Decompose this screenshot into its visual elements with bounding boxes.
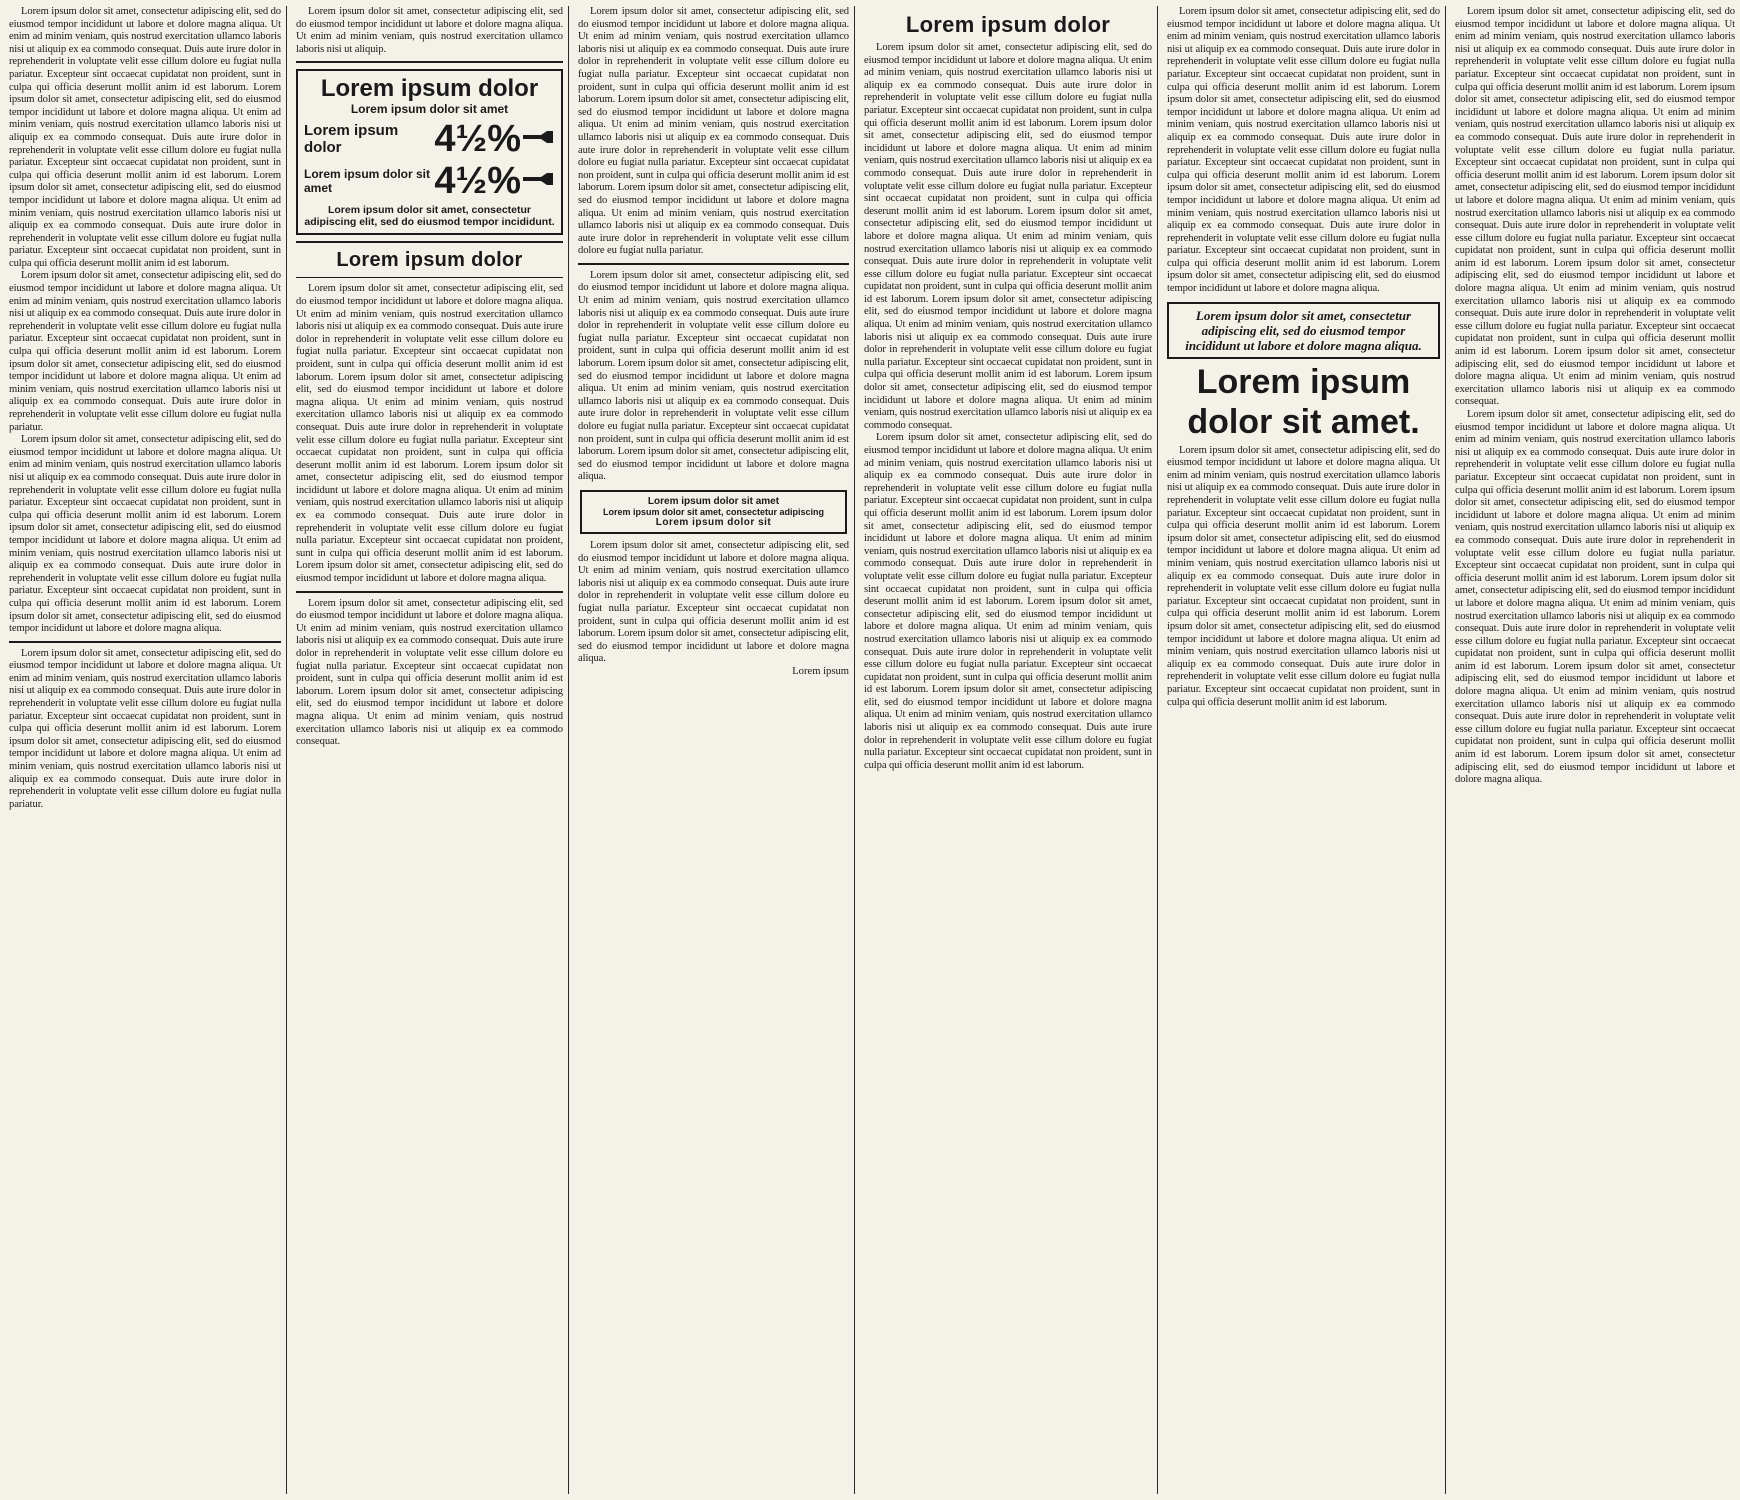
pointing-hand-icon bbox=[521, 169, 555, 194]
column-6 bbox=[1450, 6, 1740, 1494]
column-2-divider-mid bbox=[296, 241, 563, 243]
column-2-divider-top bbox=[296, 61, 563, 63]
column-6-text-a: Lorem ipsum dolor sit amet, consectetur adipiscing elit, sed do eiusmod tempor incididunt ut labore et dolore magna aliqua. Ut enim ad minim veniam, quis nostrud exercitation ullamco laboris nisi ut aliquip ex ea commodo consequat. Duis aute irure dolor in reprehenderit in voluptate velit esse cillum dolore eu fugiat nulla pariatur. Excepteur sint occaecat cupidatat non proident, sunt in culpa qui officia deserunt mollit anim id est laborum. Lorem ipsum dolor sit amet, consectetur adipiscing elit, sed do eiusmod tempor incididunt ut labore et dolore magna aliqua. Ut enim ad minim veniam, quis nostrud exercitation ullamco laboris nisi ut aliquip ex ea commodo consequat. Duis aute irure dolor in reprehenderit in voluptate velit esse cillum dolore eu fugiat nulla pariatur. Excepteur sint occaecat cupidatat non proident, sunt in culpa qui officia deserunt mollit anim id est laborum. Lorem ipsum dolor sit amet, consectetur adipiscing elit, sed do eiusmod tempor incididunt ut labore et dolore magna aliqua. Ut enim ad minim veniam, quis nostrud exercitation ullamco laboris nisi ut aliquip ex ea commodo consequat. Duis aute irure dolor in reprehenderit in voluptate velit esse cillum dolore eu fugiat nulla pariatur. Excepteur sint occaecat cupidatat non proident, sunt in culpa qui officia deserunt mollit anim id est laborum. Lorem ipsum dolor sit amet, consectetur adipiscing elit, sed do eiusmod tempor incididunt ut labore et dolore magna aliqua. Ut enim ad minim veniam, quis nostrud exercitation ullamco laboris nisi ut aliquip ex ea commodo consequat. Duis aute irure dolor in reprehenderit in voluptate velit esse cillum dolore eu fugiat nulla pariatur. Excepteur sint occaecat cupidatat non proident, sunt in culpa qui officia deserunt mollit anim id est laborum. Lorem ipsum dolor sit amet, consectetur adipiscing elit, sed do eiusmod tempor incididunt ut labore et dolore magna aliqua. Ut enim ad minim veniam, quis nostrud exercitation ullamco laboris nisi ut aliquip ex ea commodo consequat. bbox=[1455, 6, 1735, 408]
column-3-text-c: Lorem ipsum dolor sit amet, consectetur adipiscing elit, sed do eiusmod tempor incididunt ut labore et dolore magna aliqua. Ut enim ad minim veniam, quis nostrud exercitation ullamco laboris nisi ut aliquip ex ea commodo consequat. Duis aute irure dolor in reprehenderit in voluptate velit esse cillum dolore eu fugiat nulla pariatur. Excepteur sint occaecat cupidatat non proident, sunt in culpa qui officia deserunt mollit anim id est laborum. Lorem ipsum dolor sit amet, consectetur adipiscing elit, sed do eiusmod tempor incididunt ut labore et dolore magna aliqua. bbox=[578, 539, 849, 665]
column-1-text-b: Lorem ipsum dolor sit amet, consectetur adipiscing elit, sed do eiusmod tempor incididunt ut labore et dolore magna aliqua. Ut enim ad minim veniam, quis nostrud exercitation ullamco laboris nisi ut aliquip ex ea commodo consequat. Duis aute irure dolor in reprehenderit in voluptate velit esse cillum dolore eu fugiat nulla pariatur. Excepteur sint occaecat cupidatat non proident, sunt in culpa qui officia deserunt mollit anim id est laborum. Lorem ipsum dolor sit amet, consectetur adipiscing elit, sed do eiusmod tempor incididunt ut labore et dolore magna aliqua. Ut enim ad minim veniam, quis nostrud exercitation ullamco laboris nisi ut aliquip ex ea commodo consequat. Duis aute irure dolor in reprehenderit in voluptate velit esse cillum dolore eu fugiat nulla pariatur. bbox=[9, 270, 281, 433]
column-4 bbox=[859, 6, 1158, 1494]
savings-bank-ad-title: Lorem ipsum dolor bbox=[320, 75, 539, 103]
column-2-text-b: Lorem ipsum dolor sit amet, consectetur adipiscing elit, sed do eiusmod tempor incididunt ut labore et dolore magna aliqua. Ut enim ad minim veniam, quis nostrud exercitation ullamco laboris nisi ut aliquip ex ea commodo consequat. Duis aute irure dolor in reprehenderit in voluptate velit esse cillum dolore eu fugiat nulla pariatur. Excepteur sint occaecat cupidatat non proident, sunt in culpa qui officia deserunt mollit anim id est laborum. Lorem ipsum dolor sit amet, consectetur adipiscing elit, sed do eiusmod tempor incididunt ut labore et dolore magna aliqua. Ut enim ad minim veniam, quis nostrud exercitation ullamco laboris nisi ut aliquip ex ea commodo consequat. Duis aute irure dolor in reprehenderit in voluptate velit esse cillum dolore eu fugiat nulla pariatur. Excepteur sint occaecat cupidatat non proident, sunt in culpa qui officia deserunt mollit anim id est laborum. Lorem ipsum dolor sit amet, consectetur adipiscing elit, sed do eiusmod tempor incididunt ut labore et dolore magna aliqua. Ut enim ad minim veniam, quis nostrud exercitation ullamco laboris nisi ut aliquip ex ea commodo consequat. Duis aute irure dolor in reprehenderit in voluptate velit esse cillum dolore eu fugiat nulla pariatur. Excepteur sint occaecat cupidatat non proident, sunt in culpa qui officia deserunt mollit anim id est laborum. Lorem ipsum dolor sit amet, consectetur adipiscing elit, sed do eiusmod tempor incididunt ut labore et dolore magna aliqua. bbox=[296, 283, 563, 585]
column-4-text-b: Lorem ipsum dolor sit amet, consectetur adipiscing elit, sed do eiusmod tempor incididunt ut labore et dolore magna aliqua. Ut enim ad minim veniam, quis nostrud exercitation ullamco laboris nisi ut aliquip ex ea commodo consequat. Duis aute irure dolor in reprehenderit in voluptate velit esse cillum dolore eu fugiat nulla pariatur. Excepteur sint occaecat cupidatat non proident, sunt in culpa qui officia deserunt mollit anim id est laborum. Lorem ipsum dolor sit amet, consectetur adipiscing elit, sed do eiusmod tempor incididunt ut labore et dolore magna aliqua. Ut enim ad minim veniam, quis nostrud exercitation ullamco laboris nisi ut aliquip ex ea commodo consequat. Duis aute irure dolor in reprehenderit in voluptate velit esse cillum dolore eu fugiat nulla pariatur. Excepteur sint occaecat cupidatat non proident, sunt in culpa qui officia deserunt mollit anim id est laborum. Lorem ipsum dolor sit amet, consectetur adipiscing elit, sed do eiusmod tempor incididunt ut labore et dolore magna aliqua. Ut enim ad minim veniam, quis nostrud exercitation ullamco laboris nisi ut aliquip ex ea commodo consequat. Duis aute irure dolor in reprehenderit in voluptate velit esse cillum dolore eu fugiat nulla pariatur. Excepteur sint occaecat cupidatat non proident, sunt in culpa qui officia deserunt mollit anim id est laborum. Lorem ipsum dolor sit amet, consectetur adipiscing elit, sed do eiusmod tempor incididunt ut labore et dolore magna aliqua. Ut enim ad minim veniam, quis nostrud exercitation ullamco laboris nisi ut aliquip ex ea commodo consequat. Duis aute irure dolor in reprehenderit in voluptate velit esse cillum dolore eu fugiat nulla pariatur. Excepteur sint occaecat cupidatat non proident, sunt in culpa qui officia deserunt mollit anim id est laborum. bbox=[864, 432, 1152, 771]
column-3 bbox=[573, 6, 855, 1494]
column-1-text-d: Lorem ipsum dolor sit amet, consectetur adipiscing elit, sed do eiusmod tempor incididunt ut labore et dolore magna aliqua. Ut enim ad minim veniam, quis nostrud exercitation ullamco laboris nisi ut aliquip ex ea commodo consequat. Duis aute irure dolor in reprehenderit in voluptate velit esse cillum dolore eu fugiat nulla pariatur. Excepteur sint occaecat cupidatat non proident, sunt in culpa qui officia deserunt mollit anim id est laborum. Lorem ipsum dolor sit amet, consectetur adipiscing elit, sed do eiusmod tempor incididunt ut labore et dolore magna aliqua. Ut enim ad minim veniam, quis nostrud exercitation ullamco laboris nisi ut aliquip ex ea commodo consequat. Duis aute irure dolor in reprehenderit in voluptate velit esse cillum dolore eu fugiat nulla pariatur. bbox=[9, 647, 281, 810]
church-section-title: Lorem ipsum dolor bbox=[905, 12, 1111, 37]
column-1-divider bbox=[9, 641, 281, 643]
column-1 bbox=[4, 6, 287, 1494]
clergy-ad-line-1: Lorem ipsum dolor sit amet bbox=[647, 495, 780, 507]
column-2-divider-bottom bbox=[296, 591, 563, 593]
economy-section-title: Lorem ipsum dolor bbox=[336, 249, 523, 272]
savings-bank-ad-note: Lorem ipsum dolor sit amet, consectetur adipiscing elit, sed do eiusmod tempor incididunt. bbox=[304, 204, 555, 229]
savings-bank-ad-row-2-label: Lorem ipsum dolor sit amet bbox=[304, 167, 431, 196]
savings-bank-ad-row-2-rate: 4½% bbox=[434, 160, 521, 203]
column-2-thin-divider bbox=[296, 277, 563, 278]
clergy-advertisement bbox=[580, 490, 847, 534]
column-6-text-b: Lorem ipsum dolor sit amet, consectetur adipiscing elit, sed do eiusmod tempor incididunt ut labore et dolore magna aliqua. Ut enim ad minim veniam, quis nostrud exercitation ullamco laboris nisi ut aliquip ex ea commodo consequat. Duis aute irure dolor in reprehenderit in voluptate velit esse cillum dolore eu fugiat nulla pariatur. Excepteur sint occaecat cupidatat non proident, sunt in culpa qui officia deserunt mollit anim id est laborum. Lorem ipsum dolor sit amet, consectetur adipiscing elit, sed do eiusmod tempor incididunt ut labore et dolore magna aliqua. Ut enim ad minim veniam, quis nostrud exercitation ullamco laboris nisi ut aliquip ex ea commodo consequat. Duis aute irure dolor in reprehenderit in voluptate velit esse cillum dolore eu fugiat nulla pariatur. Excepteur sint occaecat cupidatat non proident, sunt in culpa qui officia deserunt mollit anim id est laborum. Lorem ipsum dolor sit amet, consectetur adipiscing elit, sed do eiusmod tempor incididunt ut labore et dolore magna aliqua. Ut enim ad minim veniam, quis nostrud exercitation ullamco laboris nisi ut aliquip ex ea commodo consequat. Duis aute irure dolor in reprehenderit in voluptate velit esse cillum dolore eu fugiat nulla pariatur. Excepteur sint occaecat cupidatat non proident, sunt in culpa qui officia deserunt mollit anim id est laborum. Lorem ipsum dolor sit amet, consectetur adipiscing elit, sed do eiusmod tempor incididunt ut labore et dolore magna aliqua. Ut enim ad minim veniam, quis nostrud exercitation ullamco laboris nisi ut aliquip ex ea commodo consequat. Duis aute irure dolor in reprehenderit in voluptate velit esse cillum dolore eu fugiat nulla pariatur. Excepteur sint occaecat cupidatat non proident, sunt in culpa qui officia deserunt mollit anim id est laborum. Lorem ipsum dolor sit amet, consectetur adipiscing elit, sed do eiusmod tempor incididunt ut labore et dolore magna aliqua. bbox=[1455, 409, 1735, 786]
savings-bank-ad-row-2 bbox=[304, 160, 555, 203]
savings-bank-ad-subtitle: Lorem ipsum dolor sit amet bbox=[350, 102, 509, 117]
column-2-text-a: Lorem ipsum dolor sit amet, consectetur adipiscing elit, sed do eiusmod tempor incididunt ut labore et dolore magna aliqua. Ut enim ad minim veniam, quis nostrud exercitation ullamco laboris nisi ut aliquip. bbox=[296, 6, 563, 55]
savings-bank-advertisement bbox=[296, 69, 563, 235]
savings-bank-ad-row-1 bbox=[304, 118, 555, 161]
local-news-title-line-2: dolor sit amet. bbox=[1187, 402, 1420, 441]
column-1-text-c: Lorem ipsum dolor sit amet, consectetur adipiscing elit, sed do eiusmod tempor incididunt ut labore et dolore magna aliqua. Ut enim ad minim veniam, quis nostrud exercitation ullamco laboris nisi ut aliquip ex ea commodo consequat. Duis aute irure dolor in reprehenderit in voluptate velit esse cillum dolore eu fugiat nulla pariatur. Excepteur sint occaecat cupidatat non proident, sunt in culpa qui officia deserunt mollit anim id est laborum. Lorem ipsum dolor sit amet, consectetur adipiscing elit, sed do eiusmod tempor incididunt ut labore et dolore magna aliqua. Ut enim ad minim veniam, quis nostrud exercitation ullamco laboris nisi ut aliquip ex ea commodo consequat. Duis aute irure dolor in reprehenderit in voluptate velit esse cillum dolore eu fugiat nulla pariatur. Excepteur sint occaecat cupidatat non proident, sunt in culpa qui officia deserunt mollit anim id est laborum. Lorem ipsum dolor sit amet, consectetur adipiscing elit, sed do eiusmod tempor incididunt ut labore et dolore magna aliqua. bbox=[9, 434, 281, 635]
column-3-text-a: Lorem ipsum dolor sit amet, consectetur adipiscing elit, sed do eiusmod tempor incididunt ut labore et dolore magna aliqua. Ut enim ad minim veniam, quis nostrud exercitation ullamco laboris nisi ut aliquip ex ea commodo consequat. Duis aute irure dolor in reprehenderit in voluptate velit esse cillum dolore eu fugiat nulla pariatur. Excepteur sint occaecat cupidatat non proident, sunt in culpa qui officia deserunt mollit anim id est laborum. Lorem ipsum dolor sit amet, consectetur adipiscing elit, sed do eiusmod tempor incididunt ut labore et dolore magna aliqua. Ut enim ad minim veniam, quis nostrud exercitation ullamco laboris nisi ut aliquip ex ea commodo consequat. Duis aute irure dolor in reprehenderit in voluptate velit esse cillum dolore eu fugiat nulla pariatur. Excepteur sint occaecat cupidatat non proident, sunt in culpa qui officia deserunt mollit anim id est laborum. Lorem ipsum dolor sit amet, consectetur adipiscing elit, sed do eiusmod tempor incididunt ut labore et dolore magna aliqua. Ut enim ad minim veniam, quis nostrud exercitation ullamco laboris nisi ut aliquip ex ea commodo consequat. Duis aute irure dolor in reprehenderit in voluptate velit esse cillum dolore eu fugiat nulla pariatur. bbox=[578, 6, 849, 257]
column-3-text-b: Lorem ipsum dolor sit amet, consectetur adipiscing elit, sed do eiusmod tempor incididunt ut labore et dolore magna aliqua. Ut enim ad minim veniam, quis nostrud exercitation ullamco laboris nisi ut aliquip ex ea commodo consequat. Duis aute irure dolor in reprehenderit in voluptate velit esse cillum dolore eu fugiat nulla pariatur. Excepteur sint occaecat cupidatat non proident, sunt in culpa qui officia deserunt mollit anim id est laborum. Lorem ipsum dolor sit amet, consectetur adipiscing elit, sed do eiusmod tempor incididunt ut labore et dolore magna aliqua. Ut enim ad minim veniam, quis nostrud exercitation ullamco laboris nisi ut aliquip ex ea commodo consequat. Duis aute irure dolor in reprehenderit in voluptate velit esse cillum dolore eu fugiat nulla pariatur. Excepteur sint occaecat cupidatat non proident, sunt in culpa qui officia deserunt mollit anim id est laborum. Lorem ipsum dolor sit amet, consectetur adipiscing elit, sed do eiusmod tempor incididunt ut labore et dolore magna aliqua. bbox=[578, 269, 849, 483]
savings-bank-ad-row-1-label: Lorem ipsum dolor bbox=[304, 122, 399, 157]
clergy-ad-line-3: Lorem ipsum dolor sit bbox=[655, 516, 772, 528]
column-1-text-a: Lorem ipsum dolor sit amet, consectetur adipiscing elit, sed do eiusmod tempor incididunt ut labore et dolore magna aliqua. Ut enim ad minim veniam, quis nostrud exercitation ullamco laboris nisi ut aliquip ex ea commodo consequat. Duis aute irure dolor in reprehenderit in voluptate velit esse cillum dolore eu fugiat nulla pariatur. Excepteur sint occaecat cupidatat non proident, sunt in culpa qui officia deserunt mollit anim id est laborum. Lorem ipsum dolor sit amet, consectetur adipiscing elit, sed do eiusmod tempor incididunt ut labore et dolore magna aliqua. Ut enim ad minim veniam, quis nostrud exercitation ullamco laboris nisi ut aliquip ex ea commodo consequat. Duis aute irure dolor in reprehenderit in voluptate velit esse cillum dolore eu fugiat nulla pariatur. Excepteur sint occaecat cupidatat non proident, sunt in culpa qui officia deserunt mollit anim id est laborum. Lorem ipsum dolor sit amet, consectetur adipiscing elit, sed do eiusmod tempor incididunt ut labore et dolore magna aliqua. Ut enim ad minim veniam, quis nostrud exercitation ullamco laboris nisi ut aliquip ex ea commodo consequat. Duis aute irure dolor in reprehenderit in voluptate velit esse cillum dolore eu fugiat nulla pariatur. Excepteur sint occaecat cupidatat non proident, sunt in culpa qui officia deserunt mollit anim id est laborum. bbox=[9, 6, 281, 269]
clergy-ad-line-2: Lorem ipsum dolor sit amet, consectetur adipiscing bbox=[602, 506, 825, 517]
column-5 bbox=[1162, 6, 1446, 1494]
column-5-text-b: Lorem ipsum dolor sit amet, consectetur adipiscing elit, sed do eiusmod tempor incididunt ut labore et dolore magna aliqua. Ut enim ad minim veniam, quis nostrud exercitation ullamco laboris nisi ut aliquip ex ea commodo consequat. Duis aute irure dolor in reprehenderit in voluptate velit esse cillum dolore eu fugiat nulla pariatur. Excepteur sint occaecat cupidatat non proident, sunt in culpa qui officia deserunt mollit anim id est laborum. Lorem ipsum dolor sit amet, consectetur adipiscing elit, sed do eiusmod tempor incididunt ut labore et dolore magna aliqua. Ut enim ad minim veniam, quis nostrud exercitation ullamco laboris nisi ut aliquip ex ea commodo consequat. Duis aute irure dolor in reprehenderit in voluptate velit esse cillum dolore eu fugiat nulla pariatur. Excepteur sint occaecat cupidatat non proident, sunt in culpa qui officia deserunt mollit anim id est laborum. Lorem ipsum dolor sit amet, consectetur adipiscing elit, sed do eiusmod tempor incididunt ut labore et dolore magna aliqua. Ut enim ad minim veniam, quis nostrud exercitation ullamco laboris nisi ut aliquip ex ea commodo consequat. Duis aute irure dolor in reprehenderit in voluptate velit esse cillum dolore eu fugiat nulla pariatur. Excepteur sint occaecat cupidatat non proident, sunt in culpa qui officia deserunt mollit anim id est laborum. bbox=[1167, 444, 1440, 708]
column-4-text-a: Lorem ipsum dolor sit amet, consectetur adipiscing elit, sed do eiusmod tempor incididunt ut labore et dolore magna aliqua. Ut enim ad minim veniam, quis nostrud exercitation ullamco laboris nisi ut aliquip ex ea commodo consequat. Duis aute irure dolor in reprehenderit in voluptate velit esse cillum dolore eu fugiat nulla pariatur. Excepteur sint occaecat cupidatat non proident, sunt in culpa qui officia deserunt mollit anim id est laborum. Lorem ipsum dolor sit amet, consectetur adipiscing elit, sed do eiusmod tempor incididunt ut labore et dolore magna aliqua. Ut enim ad minim veniam, quis nostrud exercitation ullamco laboris nisi ut aliquip ex ea commodo consequat. Duis aute irure dolor in reprehenderit in voluptate velit esse cillum dolore eu fugiat nulla pariatur. Excepteur sint occaecat cupidatat non proident, sunt in culpa qui officia deserunt mollit anim id est laborum. Lorem ipsum dolor sit amet, consectetur adipiscing elit, sed do eiusmod tempor incididunt ut labore et dolore magna aliqua. Ut enim ad minim veniam, quis nostrud exercitation ullamco laboris nisi ut aliquip ex ea commodo consequat. Duis aute irure dolor in reprehenderit in voluptate velit esse cillum dolore eu fugiat nulla pariatur. Excepteur sint occaecat cupidatat non proident, sunt in culpa qui officia deserunt mollit anim id est laborum. Lorem ipsum dolor sit amet, consectetur adipiscing elit, sed do eiusmod tempor incididunt ut labore et dolore magna aliqua. Ut enim ad minim veniam, quis nostrud exercitation ullamco laboris nisi ut aliquip ex ea commodo consequat. Duis aute irure dolor in reprehenderit in voluptate velit esse cillum dolore eu fugiat nulla pariatur. Excepteur sint occaecat cupidatat non proident, sunt in culpa qui officia deserunt mollit anim id est laborum. Lorem ipsum dolor sit amet, consectetur adipiscing elit, sed do eiusmod tempor incididunt ut labore et dolore magna aliqua. Ut enim ad minim veniam, quis nostrud exercitation ullamco laboris nisi ut aliquip ex ea commodo consequat. bbox=[864, 42, 1152, 431]
local-news-title-line-1: Lorem ipsum bbox=[1196, 362, 1411, 401]
column-3-signature: Lorem ipsum bbox=[792, 665, 849, 677]
column-2-text-c: Lorem ipsum dolor sit amet, consectetur adipiscing elit, sed do eiusmod tempor incididunt ut labore et dolore magna aliqua. Ut enim ad minim veniam, quis nostrud exercitation ullamco laboris nisi ut aliquip ex ea commodo consequat. Duis aute irure dolor in reprehenderit in voluptate velit esse cillum dolore eu fugiat nulla pariatur. Excepteur sint occaecat cupidatat non proident, sunt in culpa qui officia deserunt mollit anim id est laborum. Lorem ipsum dolor sit amet, consectetur adipiscing elit, sed do eiusmod tempor incididunt ut labore et dolore magna aliqua. Ut enim ad minim veniam, quis nostrud exercitation ullamco laboris nisi ut aliquip ex ea commodo consequat. bbox=[296, 597, 563, 748]
savings-bank-ad-row-1-rate: 4½% bbox=[434, 118, 521, 161]
column-3-divider-top bbox=[578, 263, 849, 265]
column-2 bbox=[291, 6, 569, 1494]
bank-advertisement: Lorem ipsum dolor sit amet, consectetur adipiscing elit, sed do eiusmod tempor incididunt ut labore et dolore magna aliqua. bbox=[1167, 302, 1440, 359]
column-5-text-a: Lorem ipsum dolor sit amet, consectetur adipiscing elit, sed do eiusmod tempor incididunt ut labore et dolore magna aliqua. Ut enim ad minim veniam, quis nostrud exercitation ullamco laboris nisi ut aliquip ex ea commodo consequat. Duis aute irure dolor in reprehenderit in voluptate velit esse cillum dolore eu fugiat nulla pariatur. Excepteur sint occaecat cupidatat non proident, sunt in culpa qui officia deserunt mollit anim id est laborum. Lorem ipsum dolor sit amet, consectetur adipiscing elit, sed do eiusmod tempor incididunt ut labore et dolore magna aliqua. Ut enim ad minim veniam, quis nostrud exercitation ullamco laboris nisi ut aliquip ex ea commodo consequat. Duis aute irure dolor in reprehenderit in voluptate velit esse cillum dolore eu fugiat nulla pariatur. Excepteur sint occaecat cupidatat non proident, sunt in culpa qui officia deserunt mollit anim id est laborum. Lorem ipsum dolor sit amet, consectetur adipiscing elit, sed do eiusmod tempor incididunt ut labore et dolore magna aliqua. Ut enim ad minim veniam, quis nostrud exercitation ullamco laboris nisi ut aliquip ex ea commodo consequat. Duis aute irure dolor in reprehenderit in voluptate velit esse cillum dolore eu fugiat nulla pariatur. Excepteur sint occaecat cupidatat non proident, sunt in culpa qui officia deserunt mollit anim id est laborum. Lorem ipsum dolor sit amet, consectetur adipiscing elit, sed do eiusmod tempor incididunt ut labore et dolore magna aliqua. bbox=[1167, 6, 1440, 295]
pointing-hand-icon bbox=[521, 127, 555, 152]
